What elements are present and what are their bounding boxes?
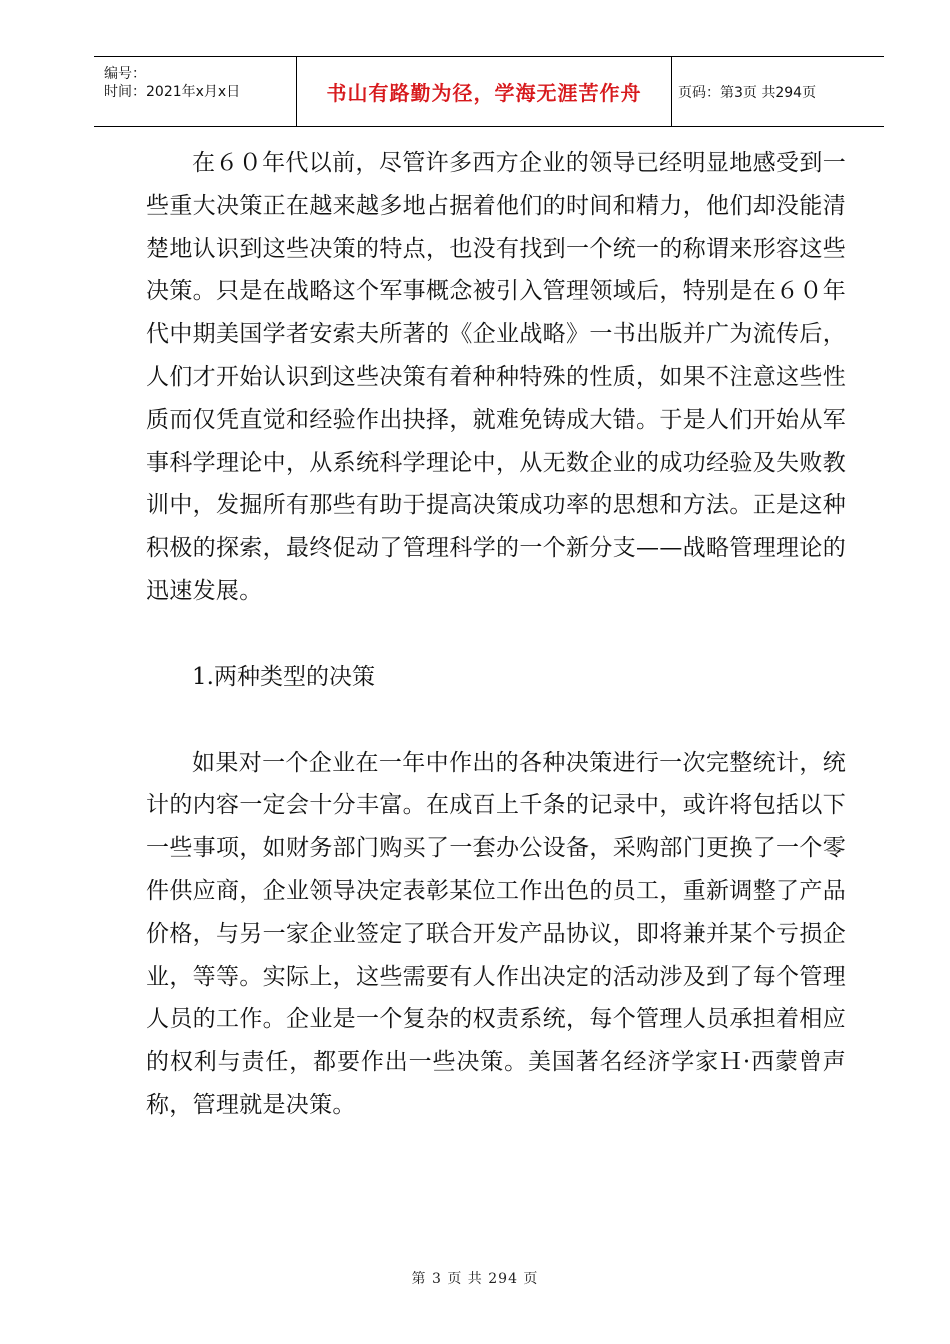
date-label: 时间：2021年x月x日: [104, 84, 241, 100]
header-page-cell: [672, 57, 884, 126]
header-page-info: 页码：第3页 共294页: [678, 84, 817, 101]
document-header: [94, 56, 884, 127]
serial-number-label: 编号：: [104, 66, 146, 82]
paragraph-strategy-history: 在６０年代以前，尽管许多西方企业的领导已经明显地感受到一些重大决策正在越来越多地占据着他们的时间和精力，他们却没能清楚地认识到这些决策的特点，也没有找到一个统一的称谓来形容这些决策。只是在战略这个军事概念被引入管理领域后，特别是在６０年代中期美国学者安索夫所著的《企业战略》一书出版并广为流传后，人们才开始认识到这些决策有着种种特殊的性质，如果不注意这些性质而仅凭直觉和经验作出抉择，就难免铸成大错。于是人们开始从军事科学理论中，从系统科学理论中，从无数企业的成功经验及失败教训中，发掘所有那些有助于提高决策成功率的思想和方法。正是这种积极的探索，最终促动了管理科学的一个新分支——战略管理理论的迅速发展。: [146, 150, 846, 604]
section-heading: 1.两种类型的决策: [192, 663, 375, 690]
document-body: [146, 142, 846, 1127]
header-meta-cell: [94, 57, 297, 126]
page-footer: 第 3 页 共 294 页: [411, 1271, 539, 1287]
header-motto-cell: [297, 57, 672, 126]
header-motto: 书山有路勤为径，学海无涯苦作舟: [326, 81, 642, 105]
paragraph-decision-types: 如果对一个企业在一年中作出的各种决策进行一次完整统计，统计的内容一定会十分丰富。在成百上千条的记录中，或许将包括以下一些事项，如财务部门购买了一套办公设备，采购部门更换了一个零件供应商，企业领导决定表彰某位工作出色的员工，重新调整了产品价格，与另一家企业签定了联合开发产品协议，即将兼并某个亏损企业，等等。实际上，这些需要有人作出决定的活动涉及到了每个管理人员的工作。企业是一个复杂的权责系统，每个管理人员承担着相应的权利与责任，都要作出一些决策。美国著名经济学家Ｈ·西蒙曾声称，管理就是决策。: [146, 749, 846, 1118]
